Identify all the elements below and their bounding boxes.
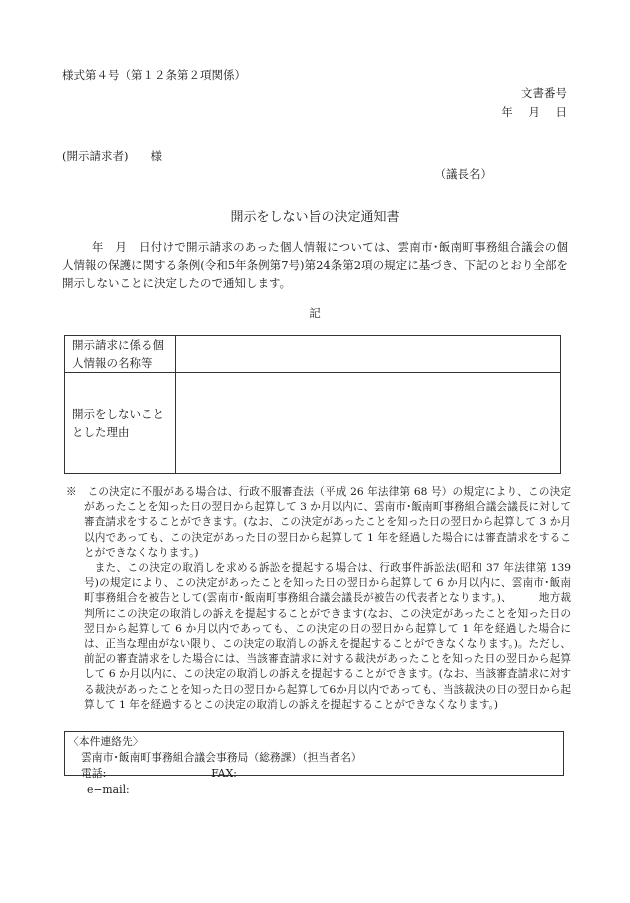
contact-fax: FAX: <box>211 767 237 780</box>
reason-value <box>176 373 561 474</box>
contact-box <box>64 731 564 796</box>
addressee-line <box>62 148 162 164</box>
ki-heading: 記 <box>309 306 321 320</box>
contact-office: 雲南市･飯南町事務組合議会事務局（総務課）（担当者名） <box>81 751 362 764</box>
note-lawsuit: また、この決定の取消しを求める訴訟を提起する場合は、行政事件訴訟法(昭和 37 年法律第 139 号)の規定により、この決定があったことを知った日の翌日から起算して 6 か月以内に、雲南市･飯南町事務組合を被告として(雲南市･飯南町事務組合議会議長が被告の代表者となります。)、 地方裁判所にこの決定の取消しの訴えを提起することができます(なお、この決定があったことを知った日の翌日から起算して 6 か月以内であっても、この決定の日の翌日から起算して 1 年を経過した場合には、正当な理由がない限り、この決定の取消しの訴えを提起することができなくなります。)。ただし、前記の審査請求をした場合には、当該審査請求に対する裁決があったことを知った日の翌日から起算して 6 か月以内に、この決定の取消しの訴えを提起することができます。(なお、当該審査請求に対する裁決があったことを知った日の翌日から起算して6か月以内であっても、当該裁決の日の翌日から起算して 1 年を経過するとこの決定の取消しの訴えを提起することができなくなります。) <box>84 562 571 711</box>
date-year: 年 <box>501 105 513 119</box>
info-name-value <box>176 336 561 373</box>
notes-section <box>66 485 571 713</box>
form-number: 様式第４号（第１２条第２項関係） <box>62 68 246 82</box>
info-name-label: 開示請求に係る個人情報の名称等 <box>65 336 176 373</box>
contact-phone: 電話: <box>81 767 107 780</box>
info-table <box>64 335 561 474</box>
document-title: 開示をしない旨の決定通知書 <box>230 210 400 225</box>
date-day: 日 <box>555 105 567 119</box>
chairman-name: （議長名） <box>434 167 492 181</box>
contact-header: 〈本件連絡先〉 <box>68 735 144 748</box>
contact-email: e−mail: <box>87 783 130 796</box>
date-month: 月 <box>528 105 540 119</box>
note-appeal: ※ この決定に不服がある場合は、行政不服審査法（平成 26 年法律第 68 号）の規定により、この決定があったことを知った日の翌日から起算して 3 か月以内に、雲南市･飯南町事務組合議会議長に対して審査請求をすることができます。(なお、この決定があったことを知った日の翌日から起算して 3 か月以内であっても、この決定があった日の翌日から起算して 1 年を経過した場合には審査請求をすることができなくなります。) <box>66 486 571 559</box>
honorific: 様 <box>150 149 162 163</box>
table-row <box>65 336 561 373</box>
notice-body: 年 月 日付けで開示請求のあった個人情報については、雲南市･飯南町事務組合議会の個人情報の保護に関する条例(令和5年条例第7号)第24条第2項の規定に基づき、下記のとおり全部を開示しないことに決定したので通知します。 <box>62 240 568 290</box>
contact-phone-fax-line <box>69 766 563 782</box>
table-row <box>65 373 561 474</box>
reason-label: 開示をしないこととした理由 <box>65 373 176 474</box>
requester-label: (開示請求者) <box>62 149 129 163</box>
document-number-label: 文書番号 <box>521 86 567 100</box>
date-line <box>501 104 567 120</box>
